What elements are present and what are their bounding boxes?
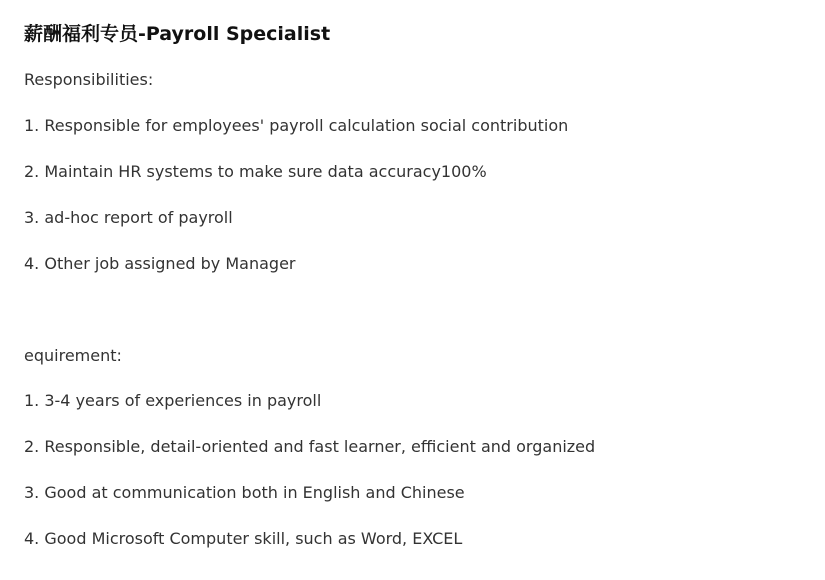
requirement-item-4: 4. Good Microsoft Computer skill, such as Word, EXCEL [24,529,463,548]
responsibility-item-4: 4. Other job assigned by Manager [24,254,296,273]
requirement-item-2: 2. Responsible, detail-oriented and fast learner, efficient and organized [24,437,596,456]
responsibility-item-1: 1. Responsible for employees' payroll calculation social contribution [24,116,569,135]
requirement-item-3: 3. Good at communication both in English and Chinese [24,483,465,502]
job-title: 薪酬福利专员-Payroll Specialist [24,23,331,45]
responsibility-item-2: 2. Maintain HR systems to make sure data accuracy100% [24,162,487,181]
responsibility-item-3: 3. ad-hoc report of payroll [24,208,233,227]
requirements-heading: equirement: [24,346,122,365]
requirement-item-1: 1. 3-4 years of experiences in payroll [24,391,322,410]
responsibilities-heading: Responsibilities: [24,70,154,89]
